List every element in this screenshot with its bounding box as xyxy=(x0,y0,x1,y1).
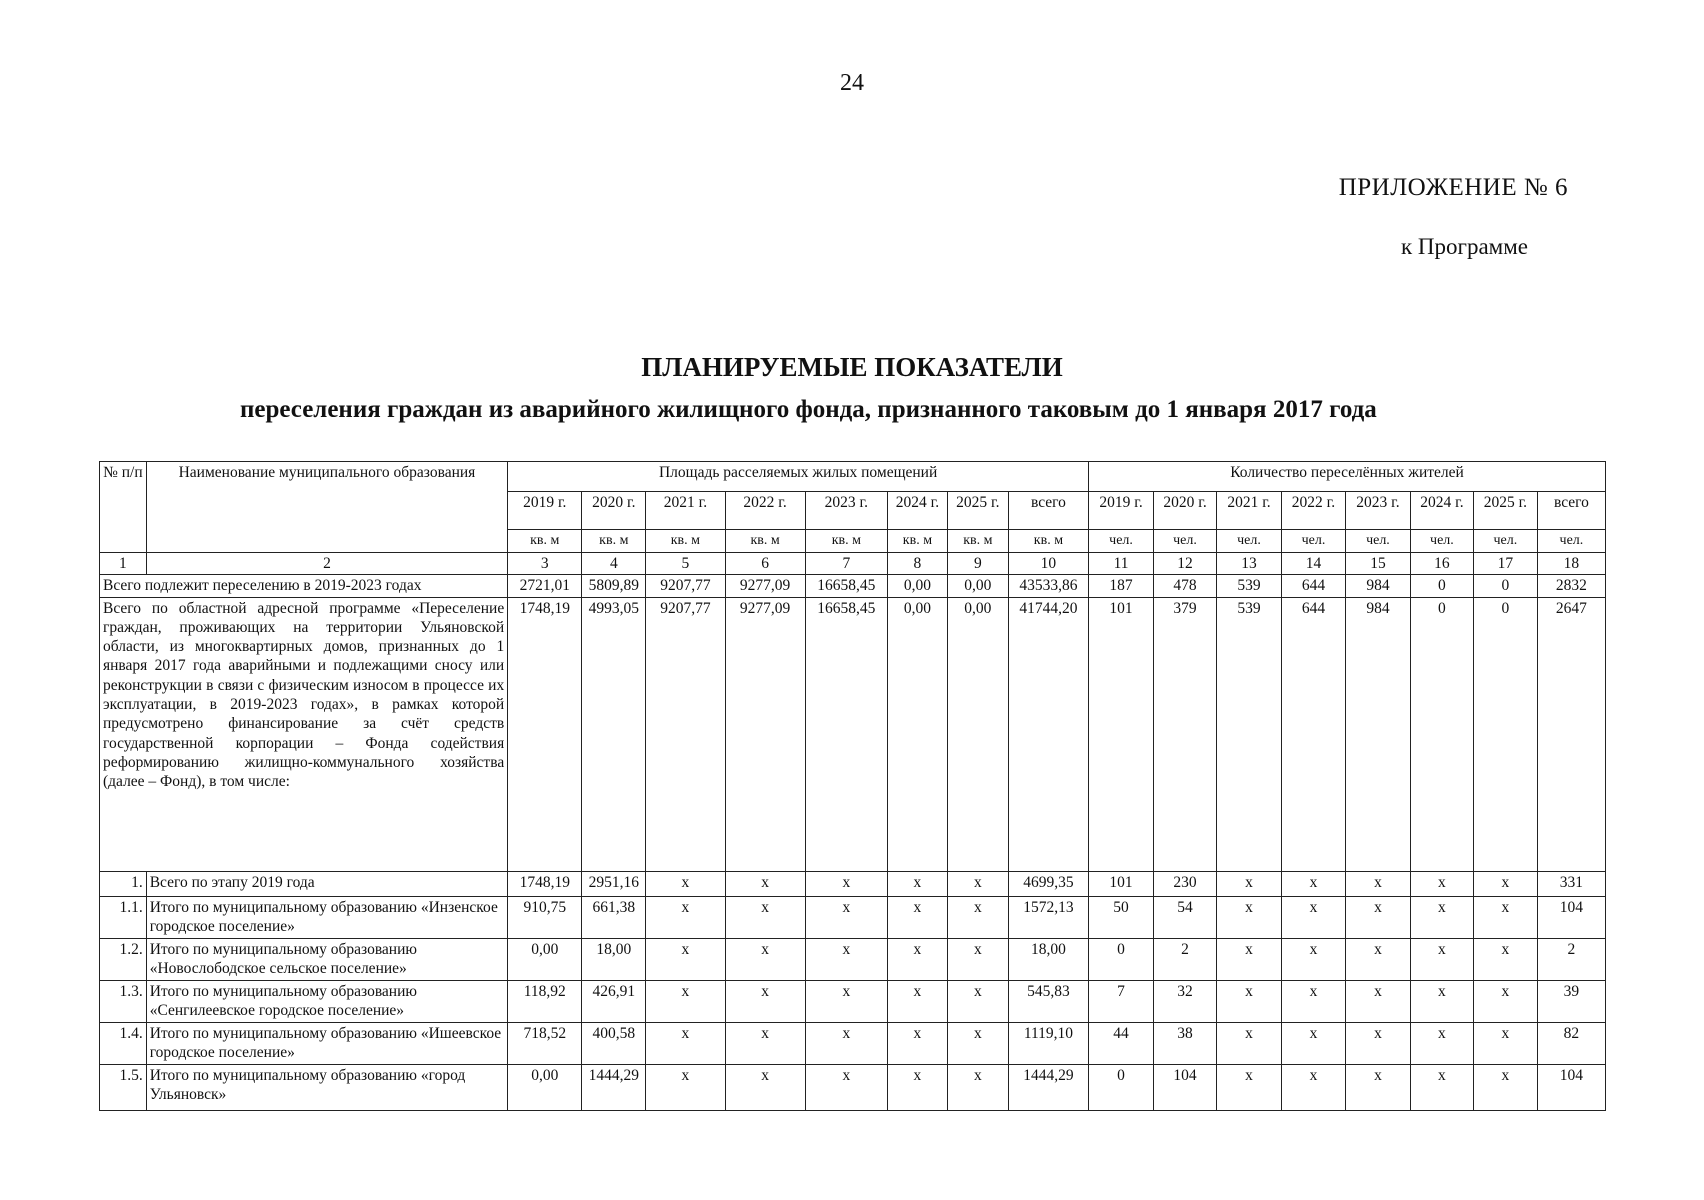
table-cell: x xyxy=(887,1022,947,1064)
table-cell: 0,00 xyxy=(508,1064,582,1110)
column-number: 14 xyxy=(1281,553,1345,575)
table-cell: 539 xyxy=(1217,575,1282,597)
unit-header: кв. м xyxy=(725,530,805,553)
column-number: 8 xyxy=(887,553,947,575)
table-cell: 379 xyxy=(1154,597,1217,871)
column-number: 7 xyxy=(805,553,887,575)
column-number: 11 xyxy=(1089,553,1154,575)
unit-header: кв. м xyxy=(887,530,947,553)
year-header: 2019 г. xyxy=(508,492,582,530)
table-cell: 5809,89 xyxy=(582,575,646,597)
table-cell: x xyxy=(947,871,1008,896)
total-row-label: Всего подлежит переселению в 2019-2023 годах xyxy=(100,575,508,597)
row-number: 1.3. xyxy=(100,980,147,1022)
table-cell: x xyxy=(1217,871,1282,896)
table-cell: x xyxy=(646,938,725,980)
column-number: 3 xyxy=(508,553,582,575)
unit-header: чел. xyxy=(1154,530,1217,553)
table-cell: 2832 xyxy=(1537,575,1605,597)
program-row-label: Всего по областной адресной программе «Переселение граждан, проживающих на территории Ульяновской области, из многоквартирных домов, признанных до 1 января 2017 года аварийными и подлежащими сносу или реконструкции в связи с физическим износом в процессе их эксплуатации, в 2019-2023 годах», в рамках которой предусмотрено финансирование за счёт средств государственной корпорации – Фонда содействия реформированию жилищно-коммунального хозяйства (далее – Фонд), в том числе: xyxy=(100,597,508,871)
table-cell: 0 xyxy=(1473,597,1537,871)
row-number: 1.1. xyxy=(100,896,147,938)
table-cell: x xyxy=(1345,871,1410,896)
table-cell: 104 xyxy=(1154,1064,1217,1110)
table-cell: x xyxy=(1473,938,1537,980)
table-cell: x xyxy=(646,1064,725,1110)
table-cell: 644 xyxy=(1281,575,1345,597)
table-cell: x xyxy=(805,938,887,980)
table-cell: 0,00 xyxy=(947,575,1008,597)
table-cell: 9277,09 xyxy=(725,575,805,597)
row-number: 1.2. xyxy=(100,938,147,980)
table-cell: x xyxy=(1345,938,1410,980)
unit-header: чел. xyxy=(1345,530,1410,553)
table-cell: 478 xyxy=(1154,575,1217,597)
unit-header: кв. м xyxy=(805,530,887,553)
table-cell: 7 xyxy=(1089,980,1154,1022)
table-cell: 54 xyxy=(1154,896,1217,938)
table-cell: x xyxy=(947,896,1008,938)
unit-header: чел. xyxy=(1281,530,1345,553)
table-row xyxy=(100,938,1606,980)
table-cell: x xyxy=(887,1064,947,1110)
table-cell: 1572,13 xyxy=(1008,896,1088,938)
table-cell: 101 xyxy=(1089,597,1154,871)
table-cell: 9207,77 xyxy=(646,597,725,871)
table-cell: x xyxy=(1410,938,1473,980)
municipality-name: Всего по этапу 2019 года xyxy=(146,871,508,896)
year-header: 2021 г. xyxy=(646,492,725,530)
document-title: ПЛАНИРУЕМЫЕ ПОКАЗАТЕЛИ xyxy=(641,352,1063,382)
year-header: 2020 г. xyxy=(582,492,646,530)
table-cell: 0 xyxy=(1410,597,1473,871)
table-cell: 32 xyxy=(1154,980,1217,1022)
unit-header: кв. м xyxy=(1008,530,1088,553)
year-header: 2022 г. xyxy=(725,492,805,530)
year-header: 2024 г. xyxy=(1410,492,1473,530)
table-cell: 539 xyxy=(1217,597,1282,871)
table-cell: 644 xyxy=(1281,597,1345,871)
table-cell: x xyxy=(887,896,947,938)
table-cell: x xyxy=(1217,896,1282,938)
unit-header: кв. м xyxy=(947,530,1008,553)
table-cell: 50 xyxy=(1089,896,1154,938)
table-cell: x xyxy=(1410,896,1473,938)
column-number: 16 xyxy=(1410,553,1473,575)
table-cell: x xyxy=(1281,1064,1345,1110)
unit-header: чел. xyxy=(1473,530,1537,553)
table-cell: x xyxy=(805,1064,887,1110)
table-cell: 910,75 xyxy=(508,896,582,938)
table-cell: 2951,16 xyxy=(582,871,646,896)
unit-header: чел. xyxy=(1537,530,1605,553)
year-header: 2024 г. xyxy=(887,492,947,530)
table-cell: 2 xyxy=(1154,938,1217,980)
document-subtitle: переселения граждан из аварийного жилищного фонда, признанного таковым до 1 января 2017 года xyxy=(240,396,1377,423)
table-cell: x xyxy=(1281,1022,1345,1064)
table-cell: x xyxy=(805,1022,887,1064)
table-cell: 18,00 xyxy=(1008,938,1088,980)
column-number: 9 xyxy=(947,553,1008,575)
column-number: 13 xyxy=(1217,553,1282,575)
table-cell: 0 xyxy=(1089,1064,1154,1110)
table-cell: x xyxy=(805,871,887,896)
table-cell: x xyxy=(646,896,725,938)
column-number: 12 xyxy=(1154,553,1217,575)
column-number: 4 xyxy=(582,553,646,575)
table-cell: 104 xyxy=(1537,1064,1605,1110)
table-cell: 984 xyxy=(1345,575,1410,597)
table-cell: x xyxy=(1217,938,1282,980)
year-header: всего xyxy=(1008,492,1088,530)
table-cell: 9277,09 xyxy=(725,597,805,871)
table-cell: 331 xyxy=(1537,871,1605,896)
table-cell: 2647 xyxy=(1537,597,1605,871)
municipality-name: Итого по муниципальному образованию «Ишеевское городское поселение» xyxy=(146,1022,508,1064)
table-cell: 43533,86 xyxy=(1008,575,1088,597)
table-cell: 1119,10 xyxy=(1008,1022,1088,1064)
table-cell: x xyxy=(887,938,947,980)
table-cell: x xyxy=(887,871,947,896)
year-header: 2023 г. xyxy=(805,492,887,530)
year-header: 2019 г. xyxy=(1089,492,1154,530)
municipality-name: Итого по муниципальному образованию «Сенгилеевское городское поселение» xyxy=(146,980,508,1022)
table-cell: x xyxy=(1281,896,1345,938)
table-cell: 718,52 xyxy=(508,1022,582,1064)
table-cell: 1748,19 xyxy=(508,597,582,871)
table-cell: 2 xyxy=(1537,938,1605,980)
page-number: 24 xyxy=(840,70,864,96)
column-number: 2 xyxy=(146,553,508,575)
table-cell: 0,00 xyxy=(508,938,582,980)
col-no-header: № п/п xyxy=(100,462,147,553)
table-cell: x xyxy=(947,980,1008,1022)
table-cell: 4699,35 xyxy=(1008,871,1088,896)
table-cell: 426,91 xyxy=(582,980,646,1022)
table-cell: 18,00 xyxy=(582,938,646,980)
table-cell: x xyxy=(1410,871,1473,896)
table-row xyxy=(100,1064,1606,1110)
table-cell: 187 xyxy=(1089,575,1154,597)
table-cell: 2721,01 xyxy=(508,575,582,597)
table-cell: x xyxy=(1217,1064,1282,1110)
unit-header: кв. м xyxy=(508,530,582,553)
column-number: 5 xyxy=(646,553,725,575)
table-cell: 0,00 xyxy=(887,575,947,597)
unit-header: чел. xyxy=(1089,530,1154,553)
table-cell: x xyxy=(1345,896,1410,938)
table-cell: 16658,45 xyxy=(805,575,887,597)
table-cell: 0,00 xyxy=(947,597,1008,871)
table-cell: x xyxy=(947,1022,1008,1064)
table-cell: 41744,20 xyxy=(1008,597,1088,871)
table-cell: x xyxy=(1217,980,1282,1022)
unit-header: чел. xyxy=(1217,530,1282,553)
table-cell: 0 xyxy=(1089,938,1154,980)
table-cell: x xyxy=(646,980,725,1022)
table-cell: x xyxy=(805,980,887,1022)
table-cell: 661,38 xyxy=(582,896,646,938)
table-cell: 104 xyxy=(1537,896,1605,938)
table-cell: 0 xyxy=(1410,575,1473,597)
table-cell: 82 xyxy=(1537,1022,1605,1064)
table-cell: x xyxy=(725,1064,805,1110)
table-cell: 0,00 xyxy=(887,597,947,871)
total-row xyxy=(100,575,1606,597)
table-cell: 118,92 xyxy=(508,980,582,1022)
row-number: 1.4. xyxy=(100,1022,147,1064)
table-row xyxy=(100,871,1606,896)
year-header: 2022 г. xyxy=(1281,492,1345,530)
unit-header: чел. xyxy=(1410,530,1473,553)
municipality-name: Итого по муниципальному образованию «Инзенское городское поселение» xyxy=(146,896,508,938)
table-cell: 38 xyxy=(1154,1022,1217,1064)
table-cell: x xyxy=(1410,1022,1473,1064)
table-cell: 16658,45 xyxy=(805,597,887,871)
column-number: 1 xyxy=(100,553,147,575)
table-cell: x xyxy=(1473,1022,1537,1064)
indicators-table xyxy=(99,461,1606,1111)
year-header: 2020 г. xyxy=(1154,492,1217,530)
table-cell: 101 xyxy=(1089,871,1154,896)
row-number: 1. xyxy=(100,871,147,896)
table-cell: x xyxy=(1345,1022,1410,1064)
table-cell: x xyxy=(725,1022,805,1064)
table-cell: x xyxy=(646,1022,725,1064)
table-row xyxy=(100,1022,1606,1064)
table-cell: 230 xyxy=(1154,871,1217,896)
year-header: 2025 г. xyxy=(947,492,1008,530)
table-row xyxy=(100,896,1606,938)
year-header: 2023 г. xyxy=(1345,492,1410,530)
table-cell: 4993,05 xyxy=(582,597,646,871)
table-cell: 545,83 xyxy=(1008,980,1088,1022)
table-cell: x xyxy=(725,938,805,980)
table-cell: x xyxy=(646,871,725,896)
table-cell: x xyxy=(887,980,947,1022)
unit-header: кв. м xyxy=(646,530,725,553)
column-number: 15 xyxy=(1345,553,1410,575)
table-cell: x xyxy=(1410,1064,1473,1110)
group-people-header: Количество переселённых жителей xyxy=(1089,462,1606,492)
column-number: 17 xyxy=(1473,553,1537,575)
table-cell: x xyxy=(1410,980,1473,1022)
table-cell: 400,58 xyxy=(582,1022,646,1064)
table-cell: x xyxy=(725,980,805,1022)
table-cell: x xyxy=(1217,1022,1282,1064)
table-cell: x xyxy=(1345,1064,1410,1110)
table-cell: x xyxy=(947,1064,1008,1110)
table-cell: 44 xyxy=(1089,1022,1154,1064)
table-cell: x xyxy=(1473,896,1537,938)
unit-header: кв. м xyxy=(582,530,646,553)
table-cell: 0 xyxy=(1473,575,1537,597)
year-header: 2021 г. xyxy=(1217,492,1282,530)
table-row xyxy=(100,980,1606,1022)
appendix-title: ПРИЛОЖЕНИЕ № 6 xyxy=(1338,174,1568,201)
program-row xyxy=(100,597,1606,871)
table-cell: x xyxy=(725,871,805,896)
table-cell: x xyxy=(1281,938,1345,980)
table-cell: x xyxy=(725,896,805,938)
row-number: 1.5. xyxy=(100,1064,147,1110)
table-cell: x xyxy=(1345,980,1410,1022)
year-header: 2025 г. xyxy=(1473,492,1537,530)
table-cell: x xyxy=(947,938,1008,980)
table-cell: x xyxy=(1473,871,1537,896)
column-number: 18 xyxy=(1537,553,1605,575)
column-number: 10 xyxy=(1008,553,1088,575)
table-cell: 9207,77 xyxy=(646,575,725,597)
table-cell: 984 xyxy=(1345,597,1410,871)
table-cell: 1444,29 xyxy=(582,1064,646,1110)
municipality-name: Итого по муниципальному образованию «Новослободское сельское поселение» xyxy=(146,938,508,980)
table-cell: 39 xyxy=(1537,980,1605,1022)
table-cell: x xyxy=(1281,980,1345,1022)
col-name-header: Наименование муниципального образования xyxy=(146,462,508,553)
year-header: всего xyxy=(1537,492,1605,530)
table-cell: 1444,29 xyxy=(1008,1064,1088,1110)
group-area-header: Площадь расселяемых жилых помещений xyxy=(508,462,1089,492)
table-cell: x xyxy=(1473,1064,1537,1110)
table-cell: x xyxy=(1473,980,1537,1022)
municipality-name: Итого по муниципальному образованию «город Ульяновск» xyxy=(146,1064,508,1110)
table-cell: x xyxy=(805,896,887,938)
table-cell: x xyxy=(1281,871,1345,896)
appendix-subtitle: к Программе xyxy=(1401,234,1528,259)
column-number: 6 xyxy=(725,553,805,575)
table-cell: 1748,19 xyxy=(508,871,582,896)
